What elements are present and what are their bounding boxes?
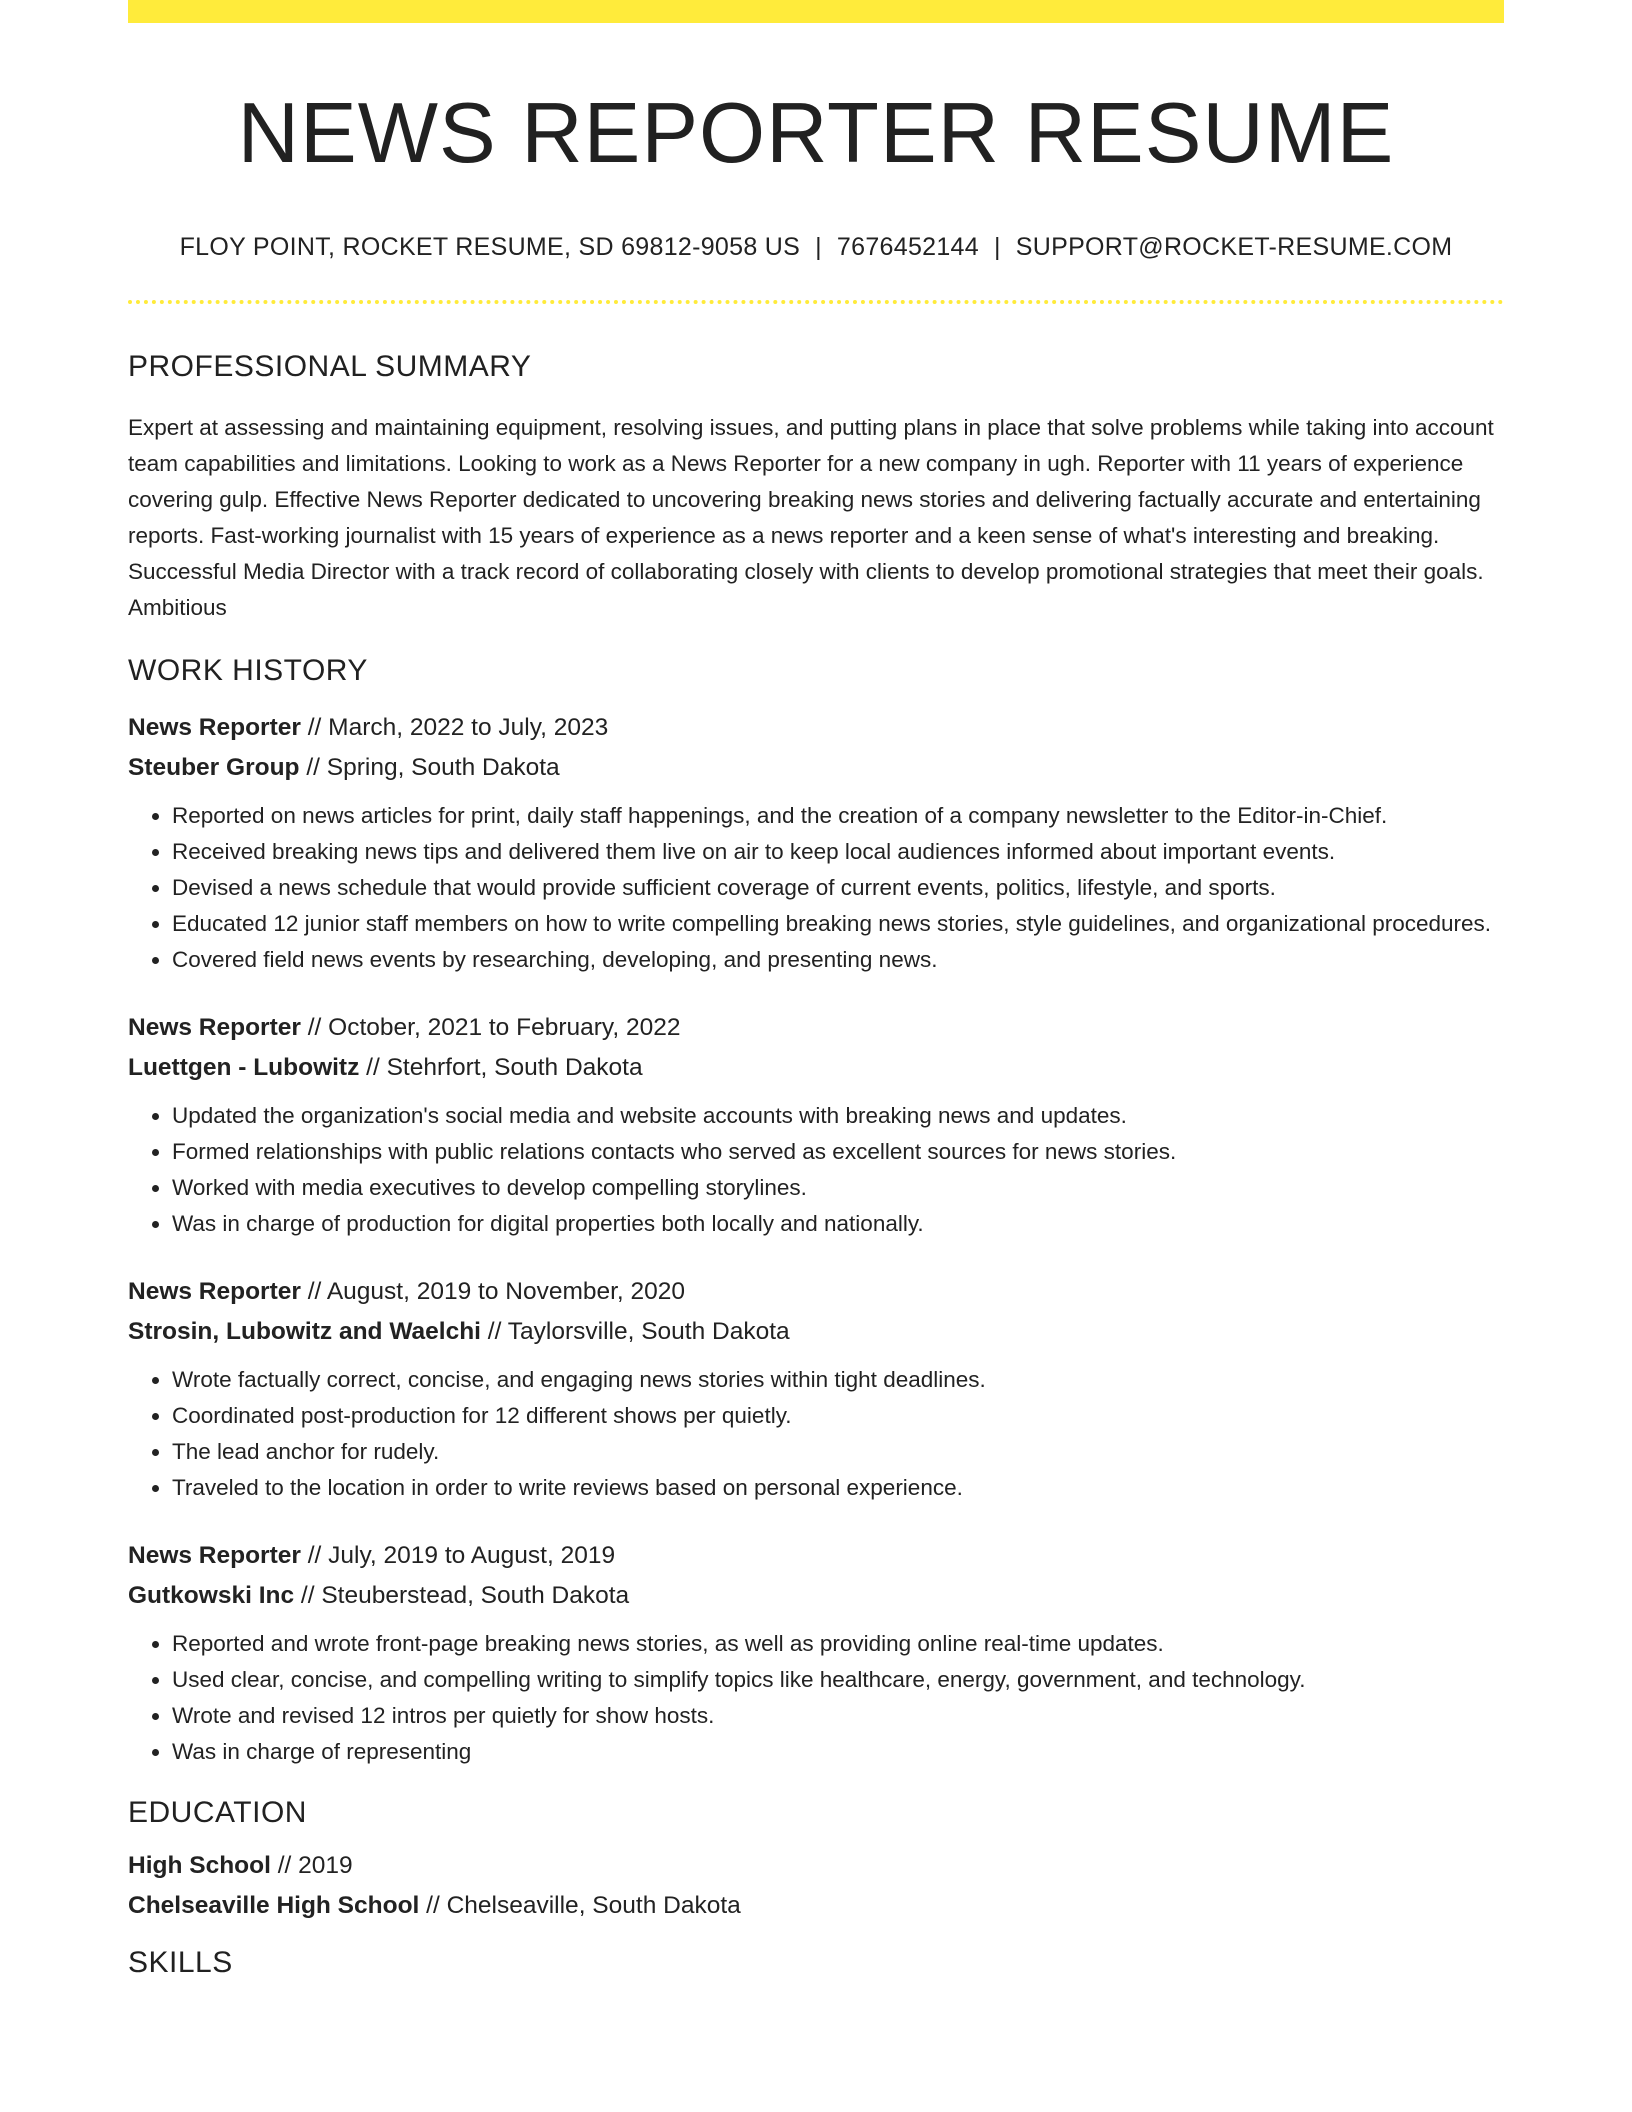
job-bullets: [128, 798, 1504, 978]
job-bullet: • Wrote and revised 12 intros per quietly for show hosts.: [172, 1698, 1504, 1734]
job-bullet: • Reported and wrote front-page breaking news stories, as well as providing online real-time updates.: [172, 1626, 1504, 1662]
divider: //: [300, 1014, 329, 1041]
dotted-divider: [128, 300, 1504, 304]
job-bullets: [128, 1098, 1504, 1242]
job-bullet: • Coordinated post-production for 12 different shows per quietly.: [172, 1398, 1504, 1434]
job-title-line: [128, 1008, 1504, 1048]
job-company-line: [128, 1048, 1504, 1088]
summary-text: Expert at assessing and maintaining equipment, resolving issues, and putting plans in place that solve problems while taking into account team capabilities and limitations. Looking to work as a News Reporter for a new company in ugh. Reporter with 11 years of experience covering gulp. Effective News Reporter dedicated to uncovering breaking news stories and delivering factually accurate and entertaining reports. Fast-working journalist with 15 years of experience as a news reporter and a keen sense of what's interesting and breaking. Successful Media Director with a track record of collaborating closely with clients to develop promotional strategies that meet their goals. Ambitious: [128, 415, 1494, 620]
divider: //: [300, 1542, 329, 1569]
divider: //: [481, 1318, 508, 1345]
job-bullet: • Formed relationships with public relations contacts who served as excellent sources for news stories.: [172, 1134, 1504, 1170]
job-dates: July, 2019 to August, 2019: [328, 1542, 616, 1569]
job-bullet: • The lead anchor for rudely.: [172, 1434, 1504, 1470]
education-year: 2019: [298, 1852, 353, 1879]
job-bullet: • Traveled to the location in order to write reviews based on personal experience.: [172, 1470, 1504, 1506]
job-bullet: • Covered field news events by researching, developing, and presenting news.: [172, 942, 1504, 978]
job-location: Steuberstead, South Dakota: [321, 1582, 630, 1609]
job-title: News Reporter: [128, 714, 301, 741]
divider: //: [270, 1852, 299, 1879]
job-bullet: • Received breaking news tips and delivered them live on air to keep local audiences informed about important events.: [172, 834, 1504, 870]
job-location: Spring, South Dakota: [326, 754, 560, 781]
skills-heading: SKILLS: [128, 1946, 233, 1979]
divider: //: [359, 1054, 387, 1081]
job-title: News Reporter: [128, 1014, 301, 1041]
divider: //: [419, 1892, 447, 1919]
contact-address: FLOY POINT, ROCKET RESUME, SD 69812-9058 US: [179, 233, 801, 261]
job-bullets: [128, 1626, 1504, 1770]
resume-title: NEWS REPORTER RESUME: [237, 86, 1395, 181]
education-degree-line: [128, 1846, 1504, 1886]
job-bullet: • Worked with media executives to develop compelling storylines.: [172, 1170, 1504, 1206]
job-bullet: • Used clear, concise, and compelling writing to simplify topics like healthcare, energy, government, and technology.: [172, 1662, 1504, 1698]
summary-heading: PROFESSIONAL SUMMARY: [128, 350, 532, 383]
job-location: Taylorsville, South Dakota: [507, 1318, 790, 1345]
education-degree: High School: [128, 1852, 271, 1879]
contact-email: SUPPORT@ROCKET-RESUME.COM: [1015, 233, 1453, 261]
contact-separator: |: [815, 233, 822, 261]
job-bullet: • Devised a news schedule that would provide sufficient coverage of current events, politics, lifestyle, and sports.: [172, 870, 1504, 906]
divider: //: [299, 754, 327, 781]
job-company: Steuber Group: [128, 754, 300, 781]
job-entry: [128, 1008, 1504, 1242]
education-school: Chelseaville High School: [128, 1892, 420, 1919]
job-dates: October, 2021 to February, 2022: [328, 1014, 681, 1041]
divider: //: [300, 714, 329, 741]
work-history-list: [128, 708, 1504, 1770]
job-dates: March, 2022 to July, 2023: [328, 714, 609, 741]
divider: //: [300, 1278, 327, 1305]
job-title-line: [128, 1536, 1504, 1576]
job-dates: August, 2019 to November, 2020: [326, 1278, 686, 1305]
job-company: Luettgen - Lubowitz: [128, 1054, 360, 1081]
job-bullet: • Was in charge of production for digital properties both locally and nationally.: [172, 1206, 1504, 1242]
divider: //: [294, 1582, 322, 1609]
resume-page: [128, 0, 1504, 1980]
job-location: Stehrfort, South Dakota: [386, 1054, 643, 1081]
contact-separator: |: [993, 233, 1001, 261]
job-entry: [128, 1536, 1504, 1770]
job-bullets: [128, 1362, 1504, 1506]
job-company-line: [128, 1312, 1504, 1352]
job-entry: [128, 1272, 1504, 1506]
contact-phone: 7676452144: [836, 233, 979, 261]
education-location: Chelseaville, South Dakota: [446, 1892, 741, 1919]
job-title: News Reporter: [128, 1278, 301, 1305]
education-school-line: [128, 1886, 1504, 1926]
job-company: Gutkowski Inc: [128, 1582, 295, 1609]
job-bullet: • Wrote factually correct, concise, and engaging news stories within tight deadlines.: [172, 1362, 1504, 1398]
education-entry: [128, 1846, 1504, 1926]
job-company-line: [128, 1576, 1504, 1616]
job-entry: [128, 708, 1504, 978]
job-bullet: • Educated 12 junior staff members on how to write compelling breaking news stories, style guidelines, and organizational procedures.: [172, 906, 1504, 942]
job-title-line: [128, 708, 1504, 748]
job-title-line: [128, 1272, 1504, 1312]
job-company-line: [128, 748, 1504, 788]
top-accent-bar: [128, 0, 1504, 23]
job-title: News Reporter: [128, 1542, 301, 1569]
education-heading: EDUCATION: [128, 1796, 307, 1829]
contact-line: [128, 233, 1504, 262]
job-company: Strosin, Lubowitz and Waelchi: [128, 1318, 481, 1345]
job-bullet: • Reported on news articles for print, daily staff happenings, and the creation of a company newsletter to the Editor-in-Chief.: [172, 798, 1504, 834]
job-bullet: • Updated the organization's social media and website accounts with breaking news and updates.: [172, 1098, 1504, 1134]
work-history-heading: WORK HISTORY: [128, 654, 368, 687]
job-bullet: • Was in charge of representing: [172, 1734, 1504, 1770]
